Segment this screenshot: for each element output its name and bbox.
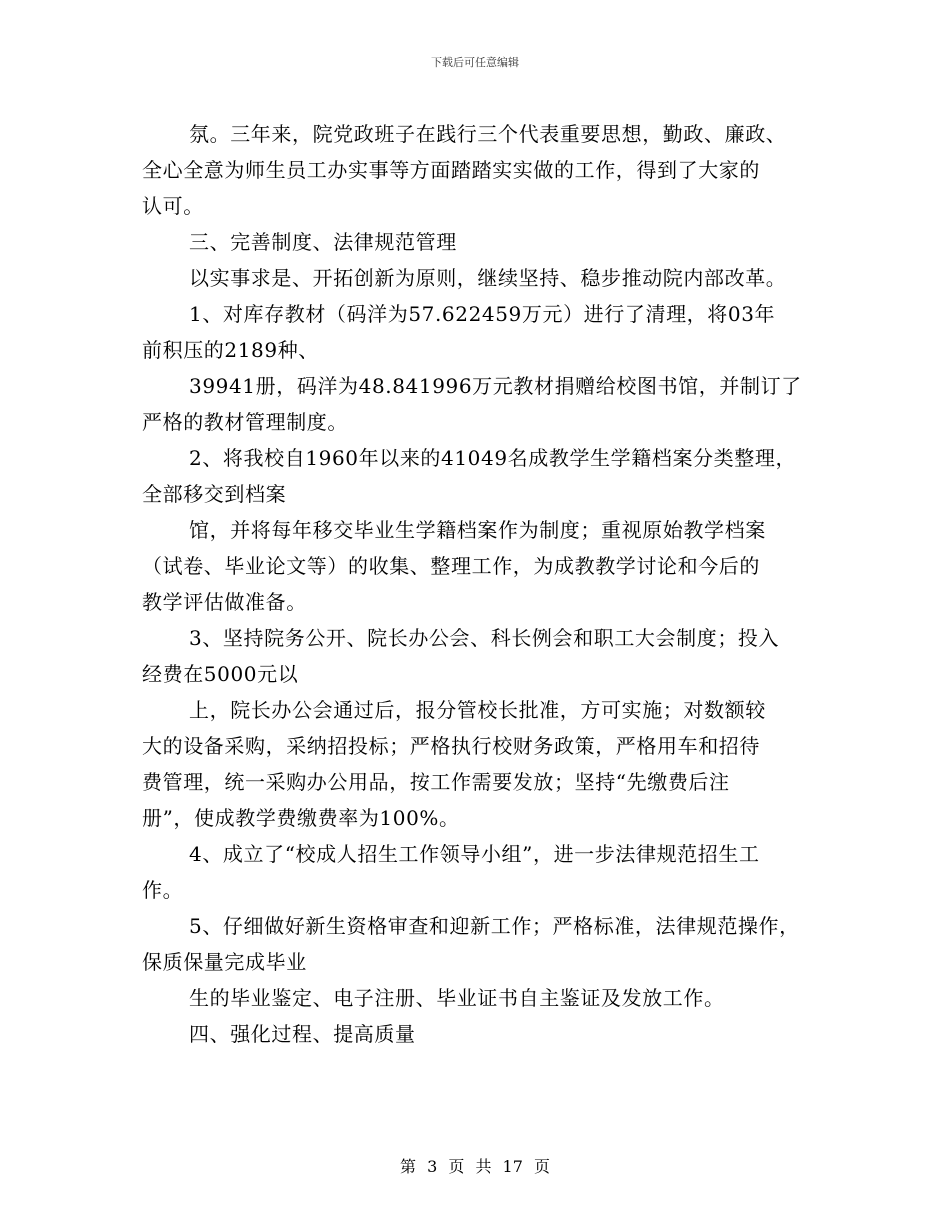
- page-header-note: 下载后可任意编辑: [431, 56, 519, 69]
- text-line: 教学评估做准备。: [142, 590, 307, 614]
- text-line: 四、强化过程、提高质量: [189, 1022, 416, 1046]
- text-line: 3、坚持院务公开、院长办公会、科长例会和职工大会制度；投入: [189, 626, 780, 650]
- text-line: 保质保量完成毕业: [142, 950, 307, 974]
- text-line: 全心全意为师生员工办实事等方面踏踏实实做的工作，得到了大家的: [142, 158, 760, 182]
- page-number-footer: 第 3 页 共 17 页: [400, 1157, 550, 1176]
- text-line: 严格的教材管理制度。: [142, 410, 348, 434]
- text-line: 三、完善制度、法律规范管理: [189, 230, 457, 254]
- text-line: 大的设备采购，采纳招投标；严格执行校财务政策，严格用车和招待: [142, 734, 760, 758]
- text-line: （试卷、毕业论文等）的收集、整理工作，为成教教学讨论和今后的: [142, 554, 760, 578]
- text-line: 册”，使成教学费缴费率为100%。: [142, 806, 460, 830]
- text-line: 5、仔细做好新生资格审查和迎新工作；严格标准，法律规范操作，: [189, 914, 800, 938]
- text-line: 全部移交到档案: [142, 482, 287, 506]
- text-line: 作。: [142, 878, 184, 902]
- text-line: 39941册，码洋为48.841996万元教材捐赠给校图书馆，并制订了: [189, 374, 802, 398]
- text-line: 上，院长办公会通过后，报分管校长批准，方可实施；对数额较: [189, 698, 766, 722]
- text-line: 费管理，统一采购办公用品，按工作需要发放；坚持“先缴费后注: [142, 770, 730, 794]
- text-line: 4、成立了“校成人招生工作领导小组”，进一步法律规范招生工: [189, 842, 760, 866]
- text-line: 1、对库存教材（码洋为57.622459万元）进行了清理，将03年: [189, 302, 776, 326]
- text-line: 2、将我校自1960年以来的41049名成教学生学籍档案分类整理，: [189, 446, 797, 470]
- document-body: [142, 116, 822, 1052]
- text-line: 氛。三年来，院党政班子在践行三个代表重要思想，勤政、廉政、: [189, 122, 787, 146]
- text-line: 前积压的2189种、: [142, 338, 319, 362]
- text-line: 生的毕业鉴定、电子注册、毕业证书自主鉴证及发放工作。: [189, 986, 725, 1010]
- text-line: 以实事求是、开拓创新为原则，继续坚持、稳步推动院内部改革。: [189, 266, 787, 290]
- text-line: 馆，并将每年移交毕业生学籍档案作为制度；重视原始教学档案: [189, 518, 766, 542]
- text-line: 认可。: [142, 194, 204, 218]
- text-line: 经费在5000元以: [142, 662, 299, 686]
